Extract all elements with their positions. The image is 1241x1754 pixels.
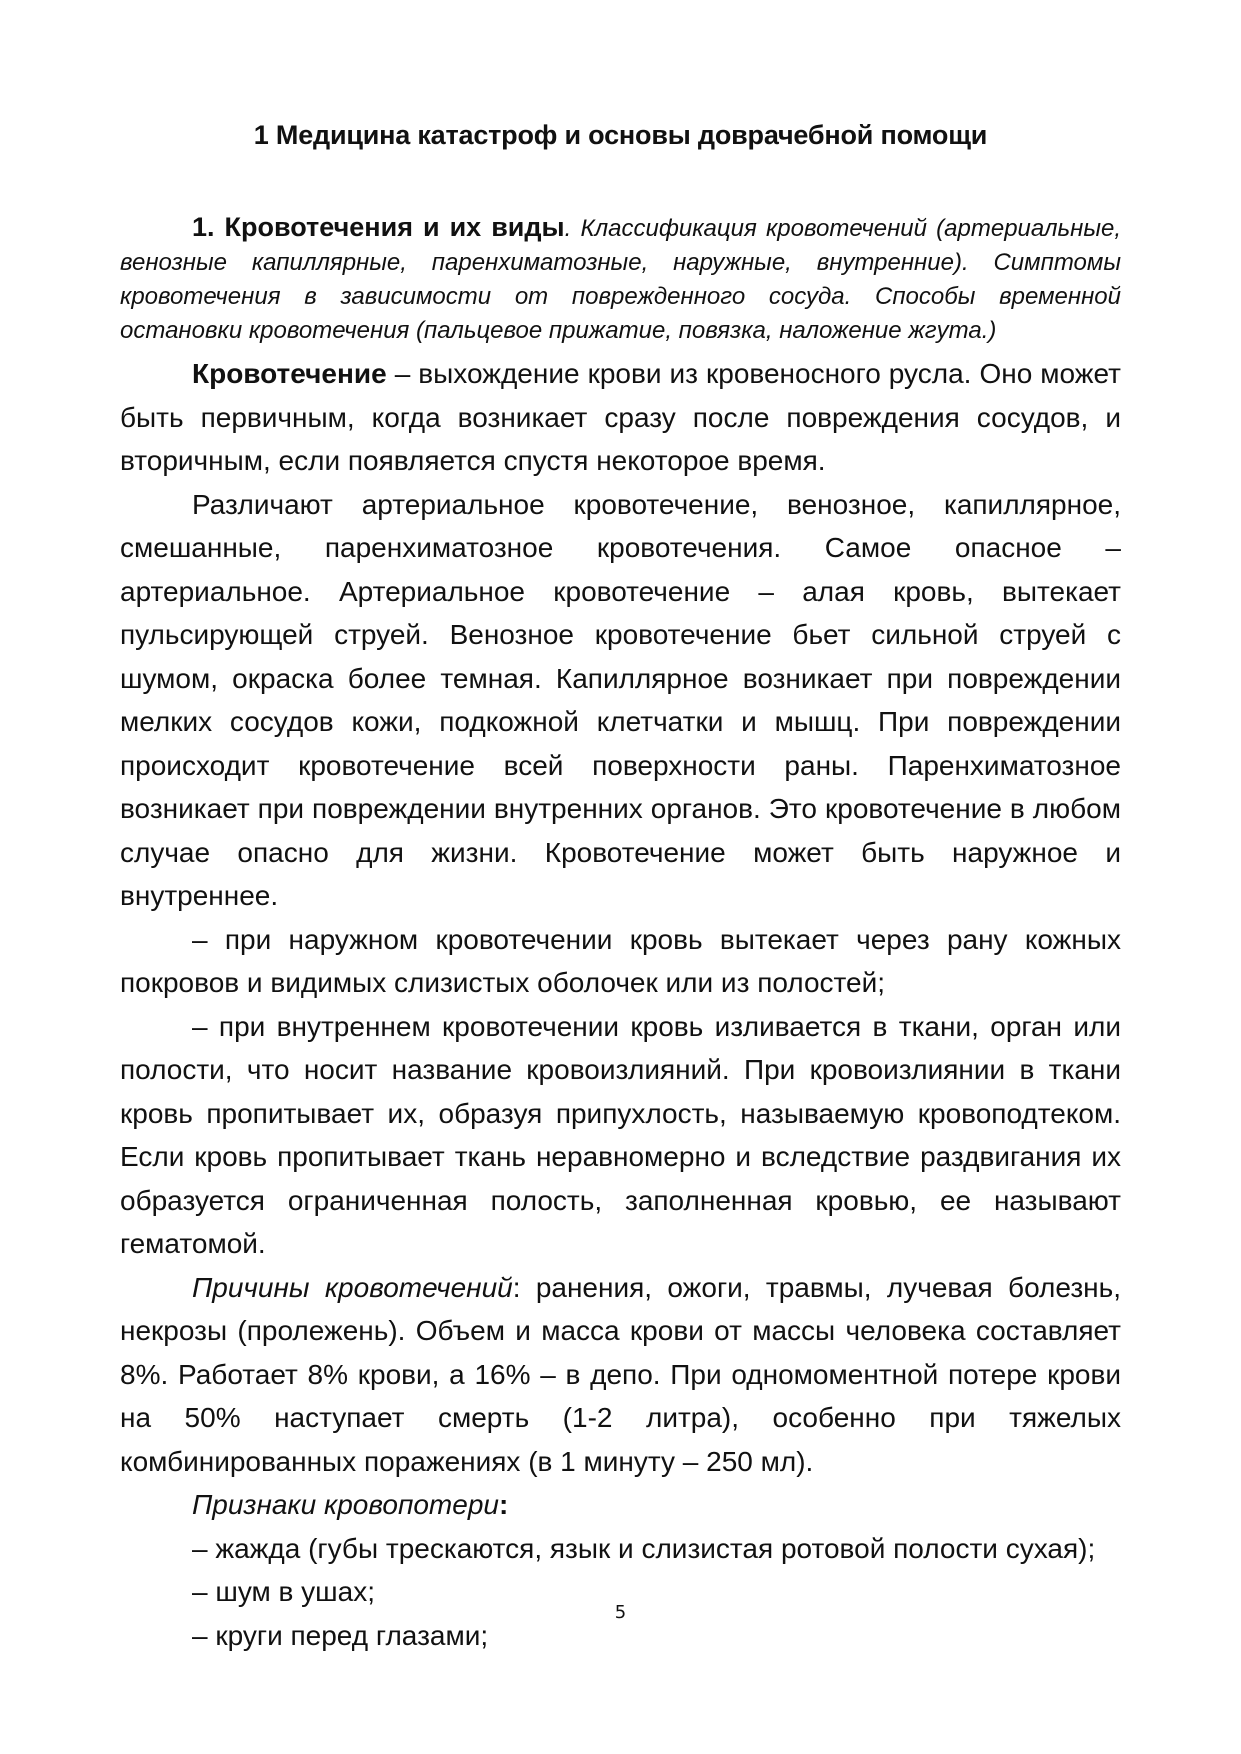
page-content (120, 210, 1121, 1657)
section-heading: 1. Кровотечения и их виды (192, 212, 565, 242)
section-intro (120, 210, 1121, 348)
paragraph-internal: – при внутреннем кровотечении кровь изливается в ткани, орган или полости, что носит название кровоизлияний. При кровоизлиянии в ткани кровь пропитывает их, образуя припухлость, называемую кровоподтеком. Если кровь пропитывает ткань неравномерно и вследствие раздвигания их образуется ограниченная полость, заполненная кровью, ее называют гематомой. (120, 1010, 1121, 1259)
section-description: Классификация кровотечений (артериальные, венозные капиллярные, паренхиматозные, наружные, внутренние). Симптомы кровотечения в зависимости от поврежденного сосуда. Способы временной остановки кровотечения (пальцевое прижатие, повязка, наложение жгута.) (120, 215, 1122, 344)
section-heading-suffix: . (564, 215, 581, 242)
page-number: 5 (614, 1602, 627, 1623)
paragraph-definition (120, 352, 1121, 483)
term-signs: Признаки кровопотери (192, 1489, 499, 1520)
term-causes: Причины кровотечений (192, 1271, 513, 1303)
list-item: – жажда (губы трескаются, язык и слизистая ротовой полости сухая); (192, 1532, 1096, 1564)
paragraph-definition-text: – выхождение крови из кровеносного русла. Оно может быть первичным, когда возникает сразу после повреждения сосудов, и вторичным, если появляется спустя некоторое время. (120, 358, 1121, 476)
signs-colon: : (498, 1489, 509, 1520)
paragraph-signs-heading (120, 1483, 1121, 1527)
paragraph-types: Различают артериальное кровотечение, венозное, капиллярное, смешанные, паренхиматозное кровотечения. Самое опасное – артериальное. Артериальное кровотечение – алая кровь, вытекает пульсирующей струей. Венозное кровотечение бьет сильной струей с шумом, окраска более темная. Капиллярное возникает при повреждении мелких сосудов кожи, подкожной клетчатки и мышц. При повреждении происходит кровотечение всей поверхности раны. Паренхиматозное возникает при повреждении внутренних органов. Это кровотечение в любом случае опасно для жизни. Кровотечение может быть наружное и внутреннее. (120, 488, 1121, 911)
paragraph-causes (120, 1266, 1121, 1484)
paragraph-external: – при наружном кровотечении кровь вытекает через рану кожных покровов и видимых слизистых оболочек или из полостей; (120, 923, 1121, 998)
list-item: – круги перед глазами; (192, 1619, 489, 1651)
list-item: – шум в ушах; (192, 1576, 375, 1607)
chapter-title: 1 Медицина катастроф и основы доврачебной помощи (253, 120, 988, 150)
paragraph-causes-text: : ранения, ожоги, травмы, лучевая болезнь, некрозы (пролежень). Объем и масса крови от массы человека составляет 8%. Работает 8% крови, а 16% – в депо. При одномоментной потере крови на 50% наступает смерть (1-2 литра), особенно при тяжелых комбинированных поражениях (в 1 минуту – 250 мл). (120, 1271, 1121, 1477)
term-bleeding: Кровотечение (192, 358, 387, 389)
